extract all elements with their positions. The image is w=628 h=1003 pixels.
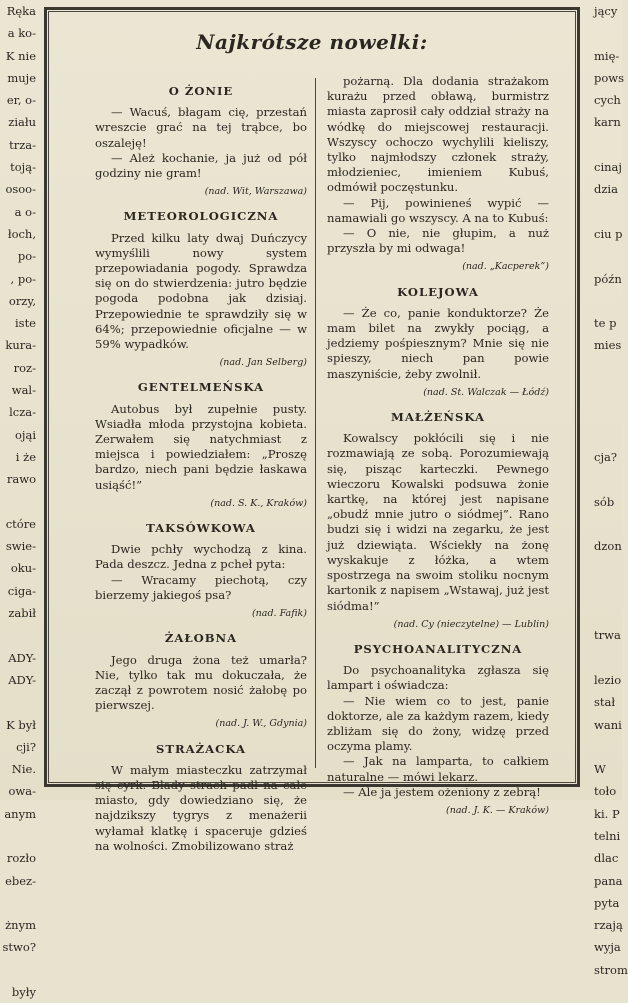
column-right	[327, 74, 549, 828]
story-title: KOLEJOWA	[397, 284, 479, 299]
edge-line: stwo?	[2, 940, 36, 955]
edge-line: jący	[594, 4, 618, 18]
story	[327, 285, 549, 400]
edge-line: strom	[594, 962, 628, 977]
edge-line: rozło	[6, 851, 36, 866]
edge-line	[0, 624, 38, 646]
edge-line: owa-	[8, 784, 36, 799]
edge-line: toło	[594, 784, 617, 799]
edge-line: pows	[594, 70, 625, 85]
edge-line: wal-	[11, 383, 36, 398]
edge-line: żnym	[5, 918, 36, 933]
edge-line: dzon	[594, 539, 622, 554]
story-title: GENTELMEŃSKA	[137, 380, 265, 395]
edge-line: trwa	[594, 628, 621, 643]
edge-line: wyja	[594, 940, 621, 955]
story	[327, 410, 549, 632]
edge-line	[593, 468, 622, 490]
edge-line: rawo	[6, 472, 36, 487]
story-title: STRAŻACKA	[156, 741, 246, 756]
right-neighbor-column	[593, 0, 628, 977]
edge-line	[0, 825, 38, 847]
edge-line: swie-	[5, 539, 36, 554]
story-paragraph: — Nie wiem co to jest, panie doktorze, ale za każdym razem, kiedy zbliżam się do żony, widzę przed oczyma plamy.	[327, 693, 549, 754]
story-paragraph: — Jak na lamparta, to całkiem naturalne — mówi lekarz.	[327, 754, 549, 784]
story	[327, 642, 549, 818]
edge-line: łoch,	[7, 226, 36, 241]
edge-line: ebez-	[5, 873, 36, 888]
edge-line: pana	[594, 873, 623, 888]
column-divider	[315, 78, 316, 768]
column-left	[95, 74, 307, 864]
edge-line: roz-	[13, 360, 36, 375]
edge-line: ki. P	[594, 806, 620, 821]
edge-line: i że	[15, 449, 36, 464]
edge-line: pyta	[594, 895, 620, 910]
edge-line: Ręka	[6, 4, 36, 18]
story-paragraph: Dwie pchły wychodzą z kina. Pada deszcz. Jedna z pcheł pyta:	[95, 542, 307, 572]
left-neighbor-column	[0, 0, 38, 1000]
edge-line: rzają	[594, 918, 623, 933]
edge-line: ADY-	[8, 650, 36, 665]
edge-line: ziału	[8, 115, 36, 130]
story-signature: (nad. J. K. — Kraków)	[446, 804, 549, 816]
edge-line: te p	[594, 316, 617, 331]
story-paragraph: — Pij, powinieneś wypić — namawiali go wszyscy. A na to Kubuś:	[327, 195, 549, 225]
edge-line: lcza-	[9, 405, 36, 420]
article-title: Najkrótsze nowelki:	[196, 30, 428, 54]
story-paragraph: pożarną. Dla dodania strażakom kurażu przed obławą, burmistrz miasta zaprosił cały oddział straży na wódkę do miejscowej restauracji. Wszyscy ochoczo wychylili kieliszy, tylko najmłodszy członek straży, młodzieniec, imieniem Kubuś, odmówił poczęstunku.	[327, 74, 549, 195]
edge-line: muje	[7, 70, 36, 85]
edge-line	[593, 557, 622, 579]
story-paragraph: — Wracamy piechotą, czy bierzemy jakiegoś psa?	[95, 572, 307, 602]
edge-line	[593, 357, 622, 379]
edge-line	[0, 691, 38, 713]
edge-line: ciga-	[7, 583, 36, 598]
edge-line: wani	[594, 717, 622, 732]
story-title: ŻAŁOBNA	[164, 631, 238, 646]
edge-line	[593, 201, 622, 223]
edge-line: cja?	[594, 449, 618, 464]
edge-line	[593, 379, 622, 401]
edge-line: oku-	[10, 561, 36, 576]
edge-line: K był	[6, 717, 36, 732]
story	[327, 74, 549, 275]
edge-line	[0, 892, 38, 914]
story-signature: (nad. St. Walczak — Łódź)	[423, 386, 549, 398]
edge-line: były	[11, 985, 36, 1000]
edge-line: Nie.	[11, 762, 36, 777]
story-paragraph: Jego druga żona też umarła? Nie, tylko tak mu dokuczała, że zaczął z powrotem nosić żałobę po pierwszej.	[95, 652, 307, 713]
edge-line: lezio	[594, 672, 622, 687]
story-signature: (nad. „Kacperek”)	[462, 261, 549, 273]
story-signature: (nad. Fafik)	[251, 608, 307, 620]
edge-line	[0, 491, 38, 513]
edge-line: kura-	[5, 338, 36, 353]
story-paragraph: — Ale ja jestem ożeniony z zebrą!	[343, 784, 541, 799]
edge-line	[593, 736, 622, 758]
edge-line	[593, 22, 622, 44]
edge-line: po-	[17, 249, 36, 264]
story-paragraph: — Ależ kochanie, ja już od pół godziny nie gram!	[95, 150, 307, 181]
story-signature: (nad. Wit, Warszawa)	[204, 186, 307, 198]
story	[95, 521, 307, 621]
story	[95, 742, 307, 854]
edge-line: a ko-	[7, 26, 36, 41]
edge-line: telni	[594, 828, 621, 843]
story-signature: (nad. Jan Selberg)	[219, 357, 307, 369]
edge-line: zabił	[8, 606, 36, 621]
story-paragraph: Autobus był zupełnie pusty. Wsiadła młoda przystojna kobieta. Zerwałem się natychmiast z miejsca i powiedziałem: „Proszę bardzo, niech pani będzie łaskawa usiąść!”	[95, 401, 307, 492]
edge-line: ojąi	[14, 427, 36, 442]
edge-line	[593, 245, 622, 267]
edge-line: a o-	[14, 204, 36, 219]
story-paragraph: Przed kilku laty dwaj Duńczycy wymyślili nowy system przepowiadania pogody. Sprawdza się on do stwierdzenia: jutro będzie pogoda podobna jak dzisiaj. Przepowiednie te sprawdziły się w 64%; przepowiednie oficjalne — w 59% wypadków.	[95, 230, 307, 352]
edge-line: trza-	[9, 137, 36, 152]
story	[95, 380, 307, 511]
story-paragraph: W małym miasteczku zatrzymał się cyrk. Blady strach padł na całe miasto, gdy dowiedziano się, że najdzikszy tygrys z menażerii wyłamał klatkę i spaceruje gdzieś na wolności. Zmobilizowano straż	[95, 762, 307, 853]
edge-line: ciu p	[594, 226, 623, 241]
story-title: TAKSÓWKOWA	[146, 521, 256, 536]
edge-line: W	[594, 762, 606, 777]
edge-line: anym	[4, 806, 36, 821]
story	[95, 209, 307, 370]
edge-line: cych	[594, 93, 621, 108]
edge-line: toją-	[10, 160, 36, 175]
edge-line: , po-	[10, 271, 36, 286]
edge-line: mię-	[594, 48, 620, 63]
story-title: O ŻONIE	[168, 84, 234, 98]
edge-line	[593, 513, 622, 535]
story-title: METEOROLOGICZNA	[123, 209, 279, 224]
story	[95, 631, 307, 731]
edge-line: dzia	[594, 182, 618, 197]
edge-line: er, o-	[6, 93, 36, 108]
edge-line	[593, 424, 622, 446]
story-paragraph: — Że co, panie konduktorze? Że mam bilet na zwykły pociąg, a jedziemy pośpiesznym? Mnie się nie spieszy, niech pan powie maszyniście, żeby zwolnił.	[327, 305, 549, 381]
story-paragraph: — O nie, nie głupim, a nuż przyszła by mi odwaga!	[327, 226, 549, 256]
edge-line: sób	[594, 494, 615, 509]
story	[95, 84, 307, 199]
story-signature: (nad. Cy (nieczytelne) — Lublin)	[393, 618, 549, 630]
story-paragraph: — Wacuś, błagam cię, przestań wreszcie grać na tej trąbce, bo oszaleję!	[95, 105, 307, 150]
edge-line: mies	[594, 338, 622, 353]
edge-line: ADY-	[8, 672, 36, 687]
edge-line	[593, 580, 622, 602]
edge-line: ctóre	[5, 516, 36, 531]
edge-line: cinaj	[594, 160, 622, 175]
edge-line	[0, 959, 38, 981]
edge-line: późn	[594, 271, 622, 286]
edge-line	[593, 290, 622, 312]
edge-line	[593, 134, 622, 156]
edge-line: K nie	[5, 48, 36, 63]
edge-line: dlac	[594, 851, 619, 866]
story-signature: (nad. J. W., Gdynia)	[215, 718, 307, 730]
edge-line: karn	[594, 115, 621, 130]
story-title: PSYCHOANALITYCZNA	[353, 641, 523, 656]
edge-line: iste	[14, 316, 36, 331]
edge-line: osoo-	[5, 182, 36, 197]
edge-line: stał	[594, 695, 616, 710]
edge-line	[593, 602, 622, 624]
edge-line	[593, 401, 622, 423]
story-paragraph: Do psychoanalityka zgłasza się lampart i oświadcza:	[327, 663, 549, 693]
story-signature: (nad. S. K., Kraków)	[210, 497, 307, 509]
edge-line	[593, 647, 622, 669]
edge-line: orzy,	[8, 293, 36, 308]
story-title: MAŁŻEŃSKA	[391, 410, 485, 425]
story-paragraph: Kowalscy pokłócili się i nie rozmawiają ze sobą. Porozumiewają się, pisząc karteczki. Pewnego wieczoru Kowalski podsuwa żonie kartkę, na której jest napisane „obudź mnie jutro o siódmej”. Rano budzi się i widzi na zegarku, że jest już dziewiąta. Wściekły na żonę wyskakuje z łóżka, a wtem spostrzega na swoim stoliku nocnym kartonik z napisem „Wstawaj, już jest siódma!”	[327, 431, 549, 613]
edge-line: cji?	[16, 739, 36, 754]
